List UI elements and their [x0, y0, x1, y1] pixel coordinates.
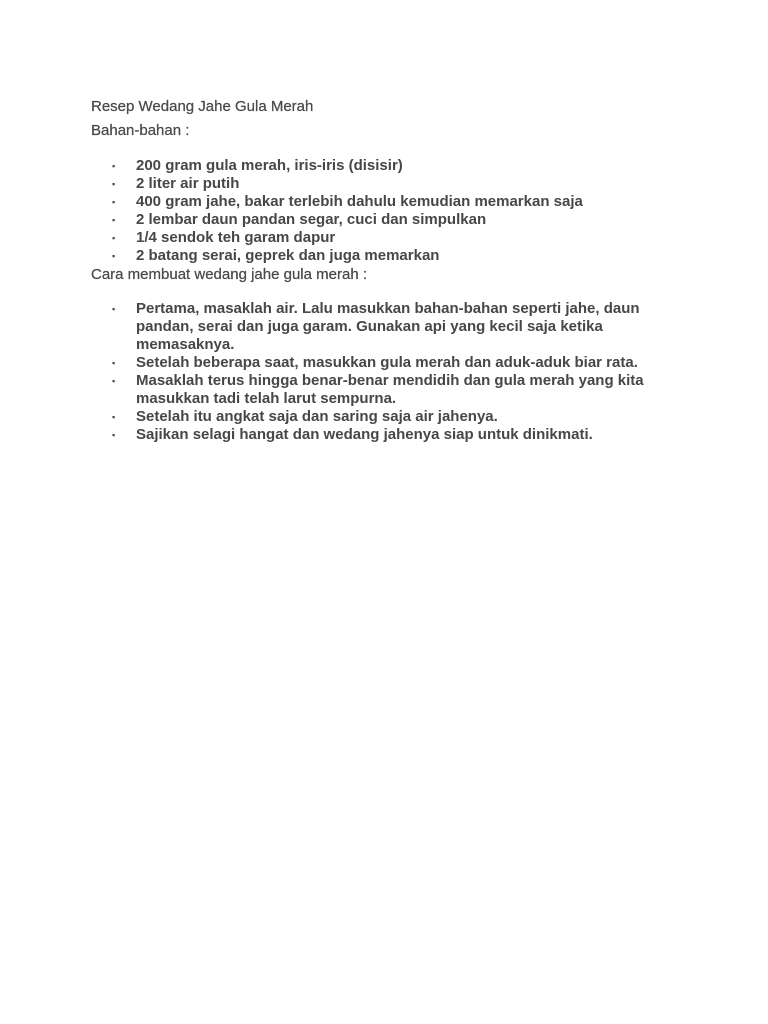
recipe-title: Resep Wedang Jahe Gula Merah	[91, 98, 314, 115]
ingredients-heading: Bahan-bahan :	[91, 122, 190, 139]
bullet-icon: ▪	[112, 161, 116, 171]
bullet-icon: ▪	[112, 430, 116, 440]
list-item	[91, 211, 691, 229]
ingredient-text: 400 gram jahe, bakar terlebih dahulu kemudian memarkan saja	[136, 193, 583, 210]
steps-list	[91, 300, 691, 444]
step-text: Sajikan selagi hangat dan wedang jahenya siap untuk dinikmati.	[136, 426, 593, 443]
bullet-icon: ▪	[112, 197, 116, 207]
bullet-icon: ▪	[112, 376, 116, 386]
list-item	[91, 175, 691, 193]
step-text: Pertama, masaklah air. Lalu masukkan bahan-bahan seperti jahe, daun pandan, serai dan juga garam. Gunakan api yang kecil saja ketika memasaknya.	[136, 300, 640, 353]
list-item	[91, 300, 691, 354]
bullet-icon: ▪	[112, 251, 116, 261]
list-item	[91, 193, 691, 211]
steps-heading: Cara membuat wedang jahe gula merah :	[91, 266, 367, 283]
step-text: Setelah beberapa saat, masukkan gula merah dan aduk-aduk biar rata.	[136, 354, 638, 371]
step-text: Masaklah terus hingga benar-benar mendidih dan gula merah yang kita masukkan tadi telah larut sempurna.	[136, 372, 644, 407]
list-item	[91, 229, 691, 247]
bullet-icon: ▪	[112, 358, 116, 368]
ingredient-text: 200 gram gula merah, iris-iris (disisir)	[136, 157, 403, 174]
list-item	[91, 157, 691, 175]
bullet-icon: ▪	[112, 304, 116, 314]
ingredients-list	[91, 157, 691, 265]
bullet-icon: ▪	[112, 412, 116, 422]
bullet-icon: ▪	[112, 233, 116, 243]
bullet-icon: ▪	[112, 179, 116, 189]
document-content	[91, 97, 691, 444]
ingredient-text: 2 lembar daun pandan segar, cuci dan simpulkan	[136, 211, 487, 228]
step-text: Setelah itu angkat saja dan saring saja air jahenya.	[136, 408, 498, 425]
list-item	[91, 426, 691, 444]
list-item	[91, 354, 691, 372]
bullet-icon: ▪	[112, 215, 116, 225]
ingredient-text: 2 liter air putih	[136, 175, 240, 192]
ingredient-text: 1/4 sendok teh garam dapur	[136, 229, 336, 246]
ingredient-text: 2 batang serai, geprek dan juga memarkan	[136, 247, 440, 264]
list-item	[91, 372, 691, 408]
list-item	[91, 247, 691, 265]
list-item	[91, 408, 691, 426]
